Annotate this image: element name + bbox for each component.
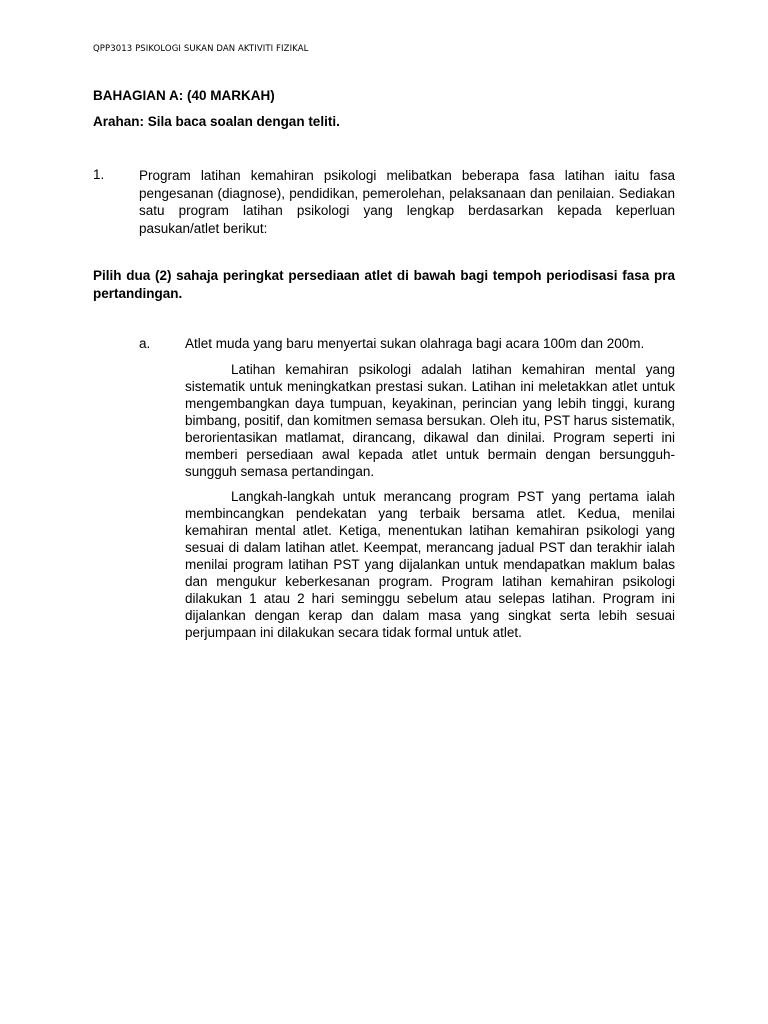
question-number: 1.: [93, 167, 105, 182]
subquestion-label: a.: [139, 336, 151, 351]
question-text: Program latihan kemahiran psikologi melibatkan beberapa fasa latihan iaitu fasa pengesanan (diagnose), pendidikan, pemerolehan, pelaksanaan dan penilaian. Sediakan satu program latihan psikologi yang lengkap berdasarkan kepada keperluan pasukan/atlet berikut:: [139, 168, 675, 236]
instruction-text: Arahan: Sila baca soalan dengan teliti.: [93, 114, 340, 129]
subquestion-text: Atlet muda yang baru menyertai sukan olahraga bagi acara 100m dan 200m.: [185, 336, 645, 351]
answer-paragraph-1: [185, 361, 675, 480]
section-title: BAHAGIAN A: (40 MARKAH): [93, 88, 275, 103]
answer-paragraph-2: [185, 488, 675, 641]
course-header: QPP3013 PSIKOLOGI SUKAN DAN AKTIVITI FIZIKAL: [93, 44, 309, 54]
answer-paragraph-2-text: Langkah-langkah untuk merancang program PST yang pertama ialah membincangkan pendekatan yang terbaik bersama atlet. Kedua, menilai kemahiran mental atlet. Ketiga, menentukan latihan kemahiran psikologi yang sesuai di dalam latihan atlet. Keempat, merancang jadual PST dan terakhir ialah menilai program latihan PST yang dijalankan untuk mendapatkan maklum balas dan mengukur keberkesanan program. Program latihan kemahiran psikologi dilakukan 1 atau 2 hari seminggu sebelum atau selepas latihan. Program ini dijalankan dengan kerap dan dalam masa yang singkat serta lebih sesuai perjumpaan ini dilakukan secara tidak formal untuk atlet.: [185, 489, 675, 640]
answer-paragraph-1-text: Latihan kemahiran psikologi adalah latihan kemahiran mental yang sistematik untuk meningkatkan prestasi sukan. Latihan ini meletakkan atlet untuk mengembangkan daya tumpuan, keyakinan, perincian yang lebih tinggi, kurang bimbang, positif, dan komitmen semasa bersukan. Oleh itu, PST harus sistematik, berorientasikan matlamat, dirancang, dikawal dan dinilai. Program seperti ini memberi persediaan awal kepada atlet untuk bermain dengan bersungguh-sungguh semasa pertandingan.: [185, 362, 675, 479]
choose-instruction: Pilih dua (2) sahaja peringkat persediaan atlet di bawah bagi tempoh periodisasi fasa pra pertandingan.: [93, 268, 675, 301]
